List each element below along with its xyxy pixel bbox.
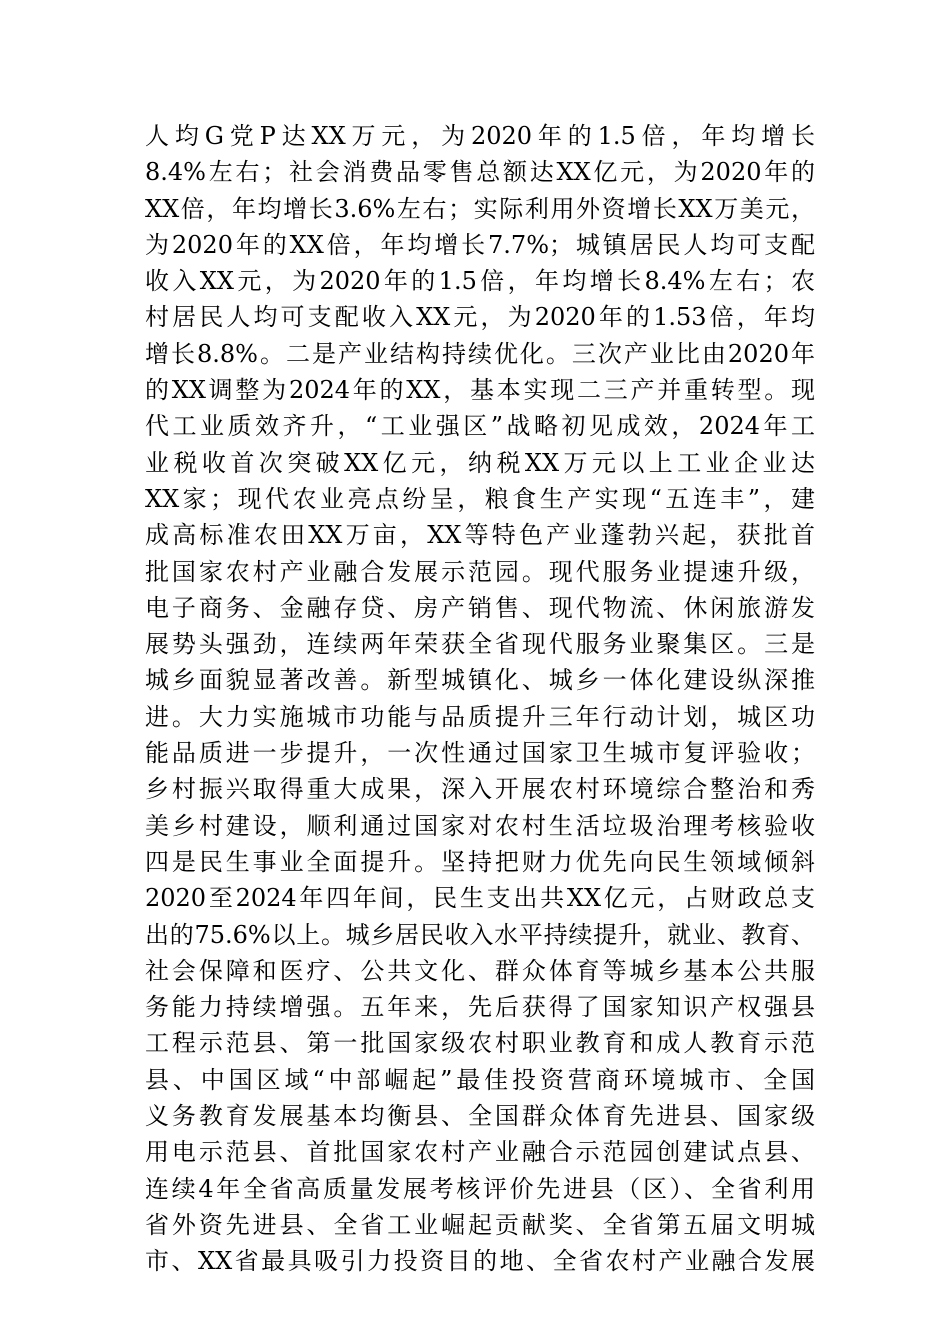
text-line: 增长8.8%。二是产业结构持续优化。三次产业比由2020年 bbox=[145, 339, 815, 368]
text-line: 县、中国区域“中部崛起”最佳投资营商环境城市、全国 bbox=[145, 1065, 815, 1094]
text-line: 用电示范县、首批国家农村产业融合示范园创建试点县、 bbox=[145, 1138, 815, 1167]
text-line: XX倍，年均增长3.6%左右；实际利用外资增长XX万美元， bbox=[145, 194, 815, 223]
text-line: 成高标准农田XX万亩，XX等特色产业蓬勃兴起，获批首 bbox=[145, 521, 815, 550]
text-line: 代工业质效齐升，“工业强区”战略初见成效，2024年工 bbox=[145, 412, 815, 441]
text-line: 为2020年的XX倍，年均增长7.7%；城镇居民人均可支配 bbox=[145, 230, 815, 259]
text-line: 2020至2024年四年间，民生支出共XX亿元，占财政总支 bbox=[145, 884, 815, 913]
text-line: 电子商务、金融存贷、房产销售、现代物流、休闲旅游发 bbox=[145, 593, 815, 622]
body-text bbox=[145, 118, 815, 1280]
text-line: 出的75.6%以上。城乡居民收入水平持续提升，就业、教育、 bbox=[145, 920, 815, 949]
text-line: 批国家农村产业融合发展示范园。现代服务业提速升级， bbox=[145, 557, 815, 586]
text-line: 村居民人均可支配收入XX元，为2020年的1.53倍，年均 bbox=[145, 303, 815, 332]
text-line: 省外资先进县、全省工业崛起贡献奖、全省第五届文明城 bbox=[145, 1210, 815, 1239]
text-line: 乡村振兴取得重大成果，深入开展农村环境综合整治和秀 bbox=[145, 775, 815, 804]
text-line: 美乡村建设，顺利通过国家对农村生活垃圾治理考核验收 bbox=[145, 811, 815, 840]
text-line: 市、XX省最具吸引力投资目的地、全省农村产业融合发展 bbox=[145, 1247, 815, 1276]
text-line: 收入XX元，为2020年的1.5倍，年均增长8.4%左右；农 bbox=[145, 267, 815, 296]
text-line: 义务教育发展基本均衡县、全国群众体育先进县、国家级 bbox=[145, 1102, 815, 1131]
text-line: 能品质进一步提升，一次性通过国家卫生城市复评验收； bbox=[145, 739, 815, 768]
text-line: 业税收首次突破XX亿元，纳税XX万元以上工业企业达 bbox=[145, 448, 815, 477]
text-line: 8.4%左右；社会消费品零售总额达XX亿元，为2020年的 bbox=[145, 158, 815, 187]
text-line: 的XX调整为2024年的XX，基本实现二三产并重转型。现 bbox=[145, 376, 815, 405]
text-line: 工程示范县、第一批国家级农村职业教育和成人教育示范 bbox=[145, 1029, 815, 1058]
text-line: 人均G党P达XX万元，为2020年的1.5倍，年均增长 bbox=[145, 122, 815, 150]
text-line: 四是民生事业全面提升。坚持把财力优先向民生领域倾斜 bbox=[145, 847, 815, 876]
text-line: 社会保障和医疗、公共文化、群众体育等城乡基本公共服 bbox=[145, 956, 815, 985]
text-line: 务能力持续增强。五年来，先后获得了国家知识产权强县 bbox=[145, 993, 815, 1022]
text-line: 城乡面貌显著改善。新型城镇化、城乡一体化建设纵深推 bbox=[145, 666, 815, 695]
text-line: 展势头强劲，连续两年荣获全省现代服务业聚集区。三是 bbox=[145, 630, 815, 659]
text-line: XX家；现代农业亮点纷呈，粮食生产实现“五连丰”，建 bbox=[145, 484, 815, 513]
text-line: 连续4年全省高质量发展考核评价先进县（区）、全省利用 bbox=[145, 1174, 815, 1203]
text-line: 进。大力实施城市功能与品质提升三年行动计划，城区功 bbox=[145, 702, 815, 731]
